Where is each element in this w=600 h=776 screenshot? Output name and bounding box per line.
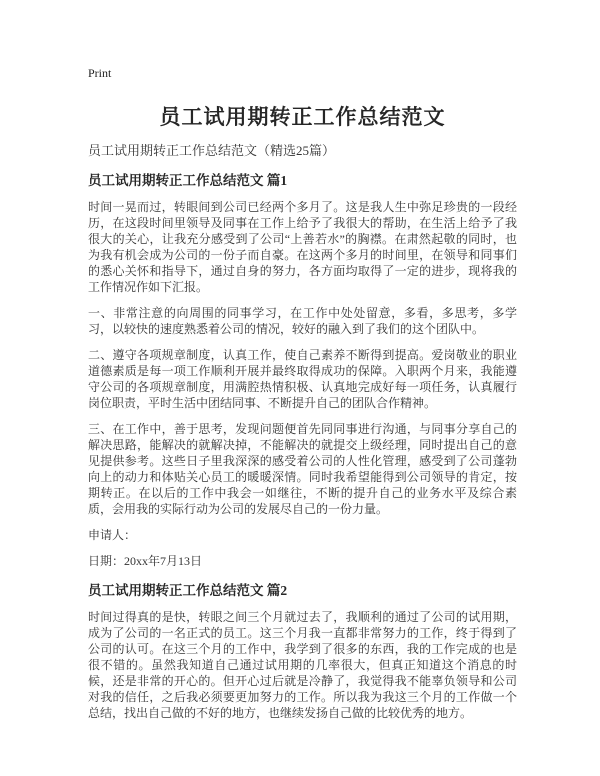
section-1-heading: 员工试用期转正工作总结范文 篇1 [88,173,288,188]
date-line: 日期：20xx年7月13日 [88,554,203,568]
section-1-paragraph-4: 三、在工作中，善于思考，发现问题便首先同同事进行沟通，与同事分享自己的解决思路，能解决的就解决掉，不能解决的就提交上级经理，同时提出自己的意见提供参考。这些日子里我深深的感受着公司的人性化管理，感受到了公司蓬勃向上的动力和体贴关心员工的暖暖深情。同时我希望能得到公司领导的肯定，按期转正。在以后的工作中我会一如继往，不断的提升自己的业务水平及综合素质，会用我的实际行动为公司的发展尽自己的一份力量。 [88,422,517,516]
doc-subtitle: 员工试用期转正工作总结范文（精选25篇） [88,143,336,158]
section-2-paragraph-1: 时间过得真的是快，转眼之间三个月就过去了，我顺利的通过了公司的试用期，成为了公司的一名正式的员工。这三个月我一直都非常努力的工作，终于得到了公司的认可。在这三个月的工作中，我学到了很多的东西，我的工作完成的也是很不错的。虽然我知道自己通过试用期的几率很大，但真正知道这个消息的时候，还是非常的开心的。但开心过后就是冷静了，我觉得我不能辜负领导和公司对我的信任，之后我必须要更加努力的工作。所以我为我这三个月的工作做一个总结，找出自己做的不好的地方，也继续发扬自己做的比较优秀的地方。 [88,610,517,720]
section-1-paragraph-1: 时间一晃而过，转眼间到公司已经两个多月了。这是我人生中弥足珍贵的一段经历，在这段时间里领导及同事在工作上给予了我很大的帮助，在生活上给予了我很大的关心，让我充分感受到了公司“上善若水”的胸襟。在肃然起敬的同时，也为我有机会成为公司的一份子而自豪。在这两个多月的时间里，在领导和同事们的悉心关怀和指导下，通过自身的努力，各方面均取得了一定的进步，现将我的工作情况作如下汇报。 [88,200,517,294]
section-1-paragraph-2: 一、非常注意的向周围的同事学习，在工作中处处留意，多看，多思考，多学习，以较快的速度熟悉着公司的情况，较好的融入到了我们的这个团队中。 [88,306,517,336]
section-1-paragraph-3: 二、遵守各项规章制度，认真工作，使自己素养不断得到提高。爱岗敬业的职业道德素质是每一项工作顺利开展并最终取得成功的保障。入职两个月来，我能遵守公司的各项规章制度，用满腔热情积极、认真地完成好每一项任务，认真履行岗位职责，平时生活中团结同事、不断提升自己的团队合作精神。 [88,348,517,410]
page-title: 员工试用期转正工作总结范文 [159,105,446,129]
print-button[interactable]: Print [88,66,112,80]
applicant-line: 申请人： [88,528,137,542]
section-2-heading: 员工试用期转正工作总结范文 篇2 [88,583,288,598]
